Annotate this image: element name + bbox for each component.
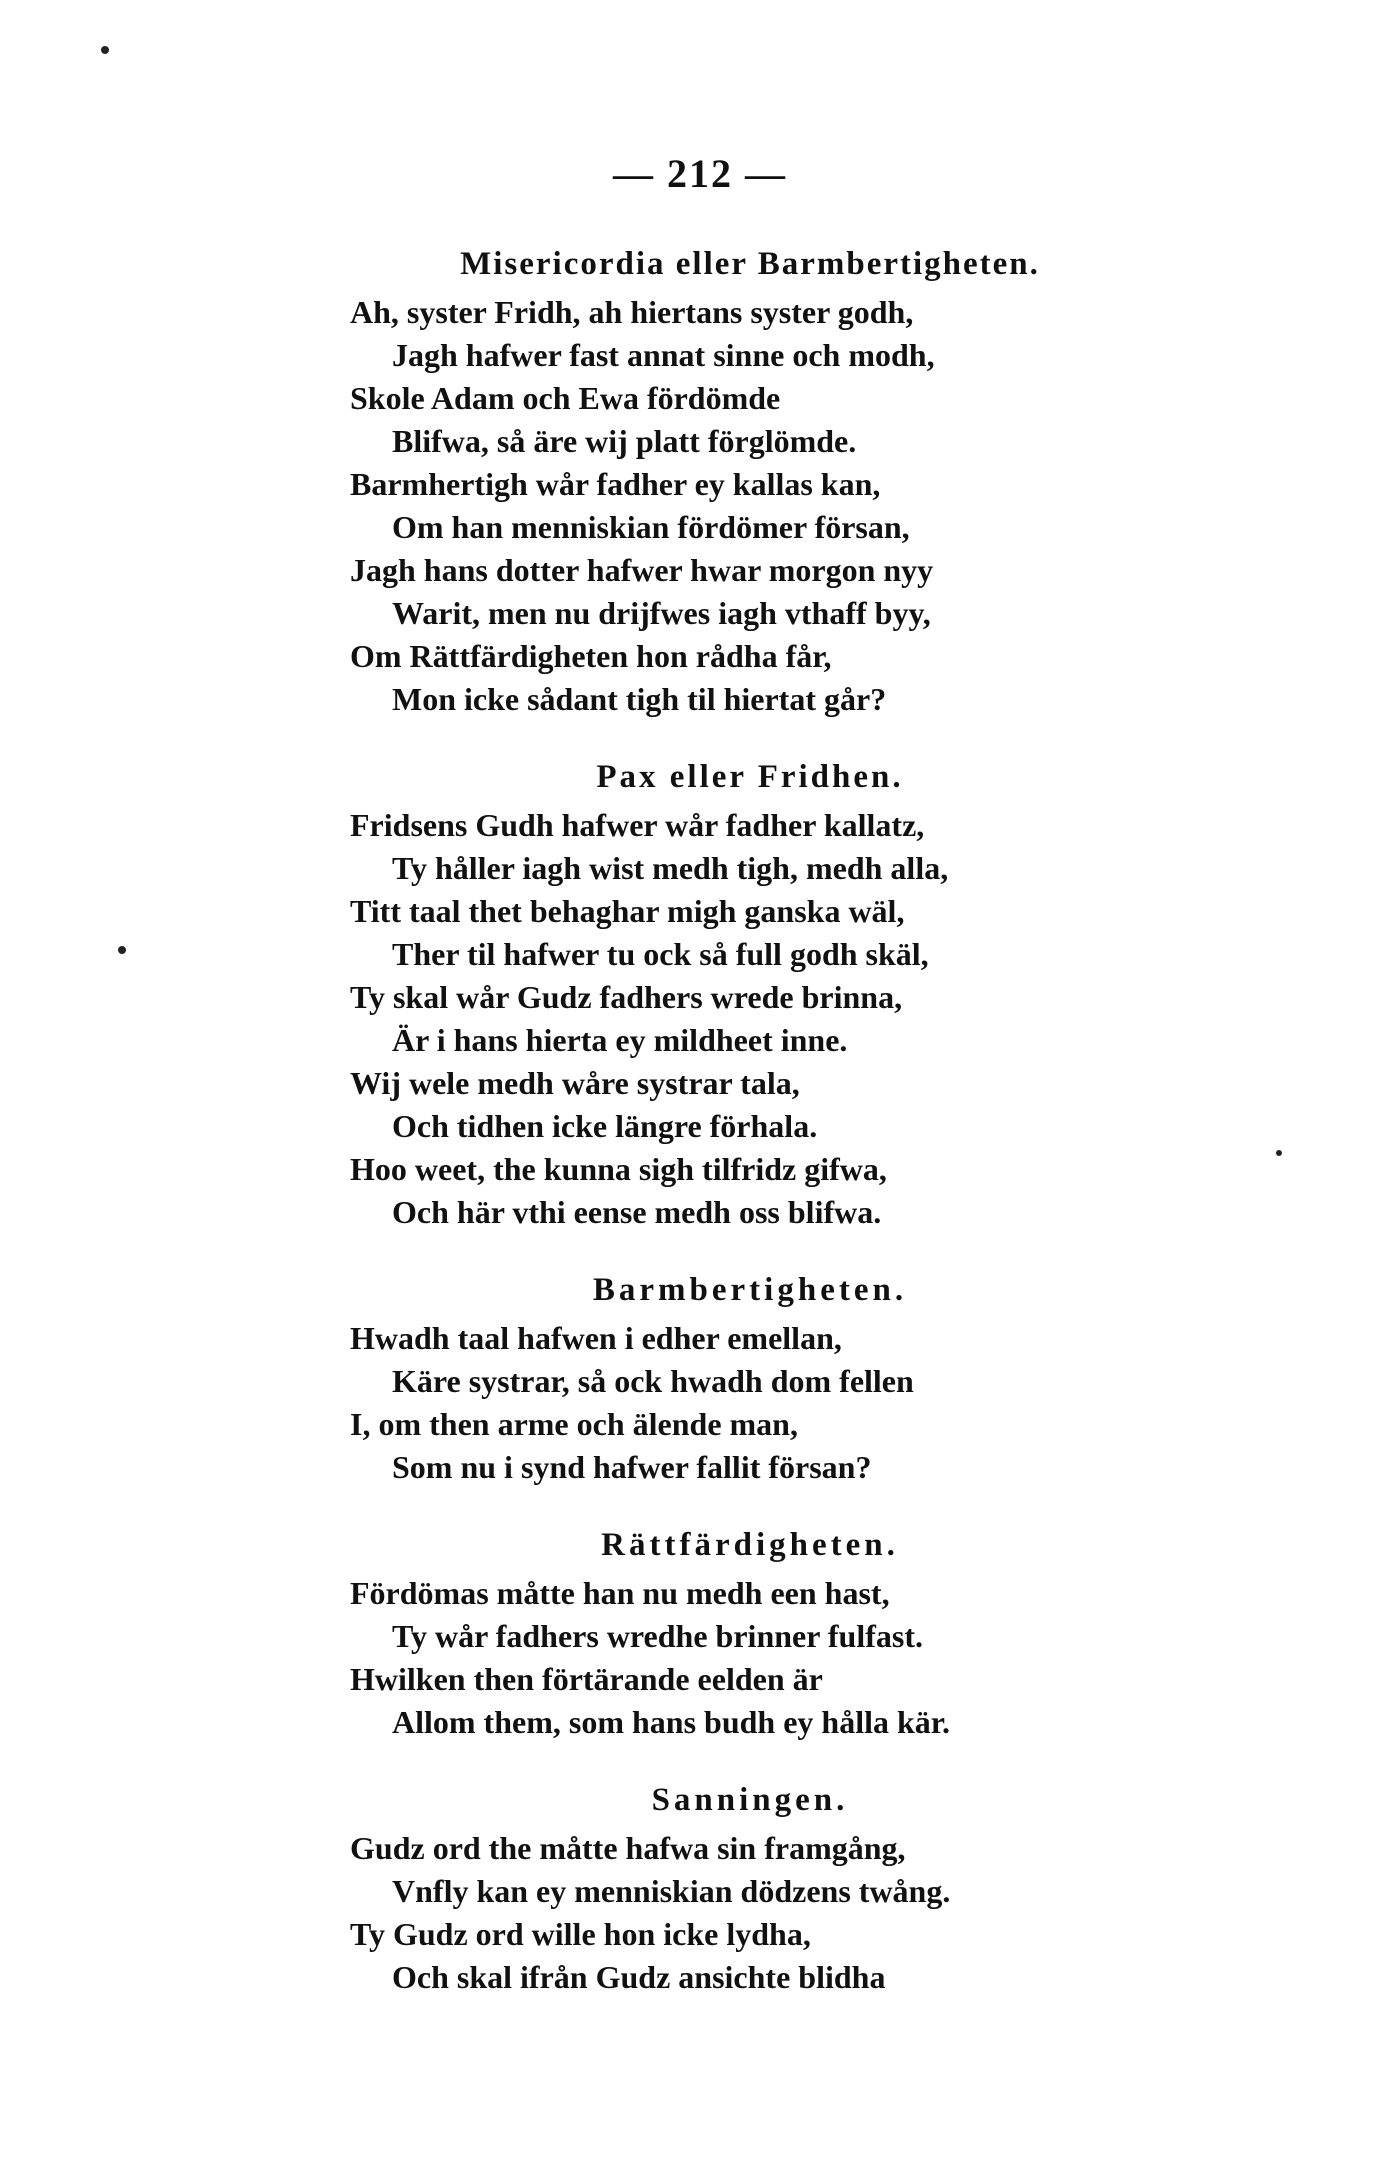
verse-line: Och tidhen icke längre förhala. bbox=[392, 1108, 818, 1144]
verse-line: Skole Adam och Ewa fördömde bbox=[350, 380, 781, 416]
speaker-heading: Rättfärdigheten. bbox=[601, 1527, 899, 1563]
verse-line: Käre systrar, så ock hwadh dom fellen bbox=[392, 1363, 914, 1399]
verse-line: Hwilken then förtärande eelden är bbox=[350, 1661, 823, 1697]
poem-content bbox=[350, 242, 1150, 2033]
verse-line: Ther til hafwer tu ock så full godh skäl, bbox=[392, 936, 929, 972]
verse-line: Mon icke sådant tigh til hiertat går? bbox=[392, 681, 887, 717]
verse-line: Ty skal wår Gudz fadhers wrede brinna, bbox=[350, 979, 903, 1015]
verse-line: Som nu i synd hafwer fallit försan? bbox=[392, 1449, 872, 1485]
dialogue-section bbox=[350, 1523, 1150, 1744]
dialogue-section bbox=[350, 755, 1150, 1234]
verse-line: I, om then arme och älende man, bbox=[350, 1406, 798, 1442]
verse-line: Vnfly kan ey menniskian dödzens twång. bbox=[392, 1873, 951, 1909]
speaker-heading: Pax eller Fridhen. bbox=[596, 759, 904, 795]
ink-speck bbox=[101, 46, 109, 54]
verse-line: Jagh hafwer fast annat sinne och modh, bbox=[392, 337, 935, 373]
verse-line: Jagh hans dotter hafwer hwar morgon nyy bbox=[350, 552, 934, 588]
verse-line: Om han menniskian fördömer försan, bbox=[392, 509, 910, 545]
verse-line: Om Rättfärdigheten hon rådha får, bbox=[350, 638, 832, 674]
verse-line: Hwadh taal hafwen i edher emellan, bbox=[350, 1320, 842, 1356]
verse-line: Är i hans hierta ey mildheet inne. bbox=[392, 1022, 848, 1058]
ink-speck bbox=[1276, 1150, 1282, 1156]
speaker-heading: Sanningen. bbox=[651, 1782, 849, 1818]
dialogue-section bbox=[350, 1268, 1150, 1489]
verse-line: Fördömas måtte han nu medh een hast, bbox=[350, 1575, 890, 1611]
verse-line: Ty håller iagh wist medh tigh, medh alla, bbox=[392, 850, 949, 886]
verse-line: Gudz ord the måtte hafwa sin framgång, bbox=[350, 1830, 906, 1866]
verse-line: Titt taal thet behaghar migh ganska wäl, bbox=[350, 893, 905, 929]
dialogue-section bbox=[350, 242, 1150, 721]
verse-line: Allom them, som hans budh ey hålla kär. bbox=[392, 1704, 951, 1740]
verse-line: Warit, men nu drijfwes iagh vthaff byy, bbox=[392, 595, 931, 631]
speaker-heading: Misericordia eller Barmbertigheten. bbox=[460, 246, 1040, 282]
dialogue-section bbox=[350, 1778, 1150, 1999]
verse-line: Barmhertigh wår fadher ey kallas kan, bbox=[350, 466, 881, 502]
verse-line: Wij wele medh wåre systrar tala, bbox=[350, 1065, 800, 1101]
verse-line: Ah, syster Fridh, ah hiertans syster godh, bbox=[350, 294, 914, 330]
verse-line: Hoo weet, the kunna sigh tilfridz gifwa, bbox=[350, 1151, 887, 1187]
ink-speck bbox=[118, 946, 126, 954]
verse-line: Och skal ifrån Gudz ansichte blidha bbox=[392, 1959, 886, 1995]
verse-line: Ty Gudz ord wille hon icke lydha, bbox=[350, 1916, 811, 1952]
page-number: — 212 — bbox=[613, 151, 787, 196]
verse-line: Ty wår fadhers wredhe brinner fulfast. bbox=[392, 1618, 923, 1654]
verse-line: Och här vthi eense medh oss blifwa. bbox=[392, 1194, 882, 1230]
verse-line: Blifwa, så äre wij platt förglömde. bbox=[392, 423, 857, 459]
verse-line: Fridsens Gudh hafwer wår fadher kallatz, bbox=[350, 807, 925, 843]
speaker-heading: Barmbertigheten. bbox=[592, 1272, 908, 1308]
